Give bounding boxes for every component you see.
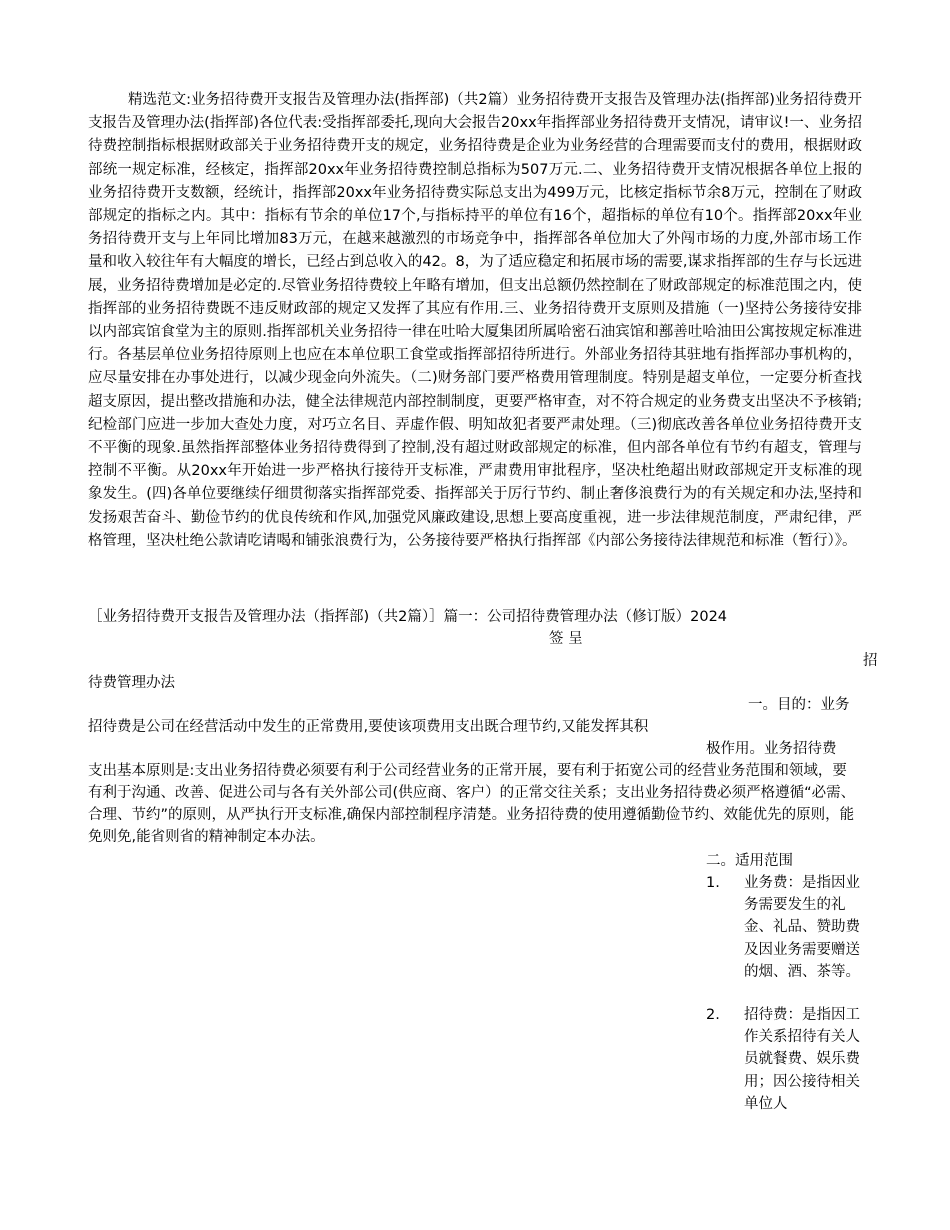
list-item-2-text: 招待费：是指因工作关系招待有关人员就餐费、娱乐费用；因公接待相关单位人: [744, 1007, 860, 1112]
section1-heading: 一。目的：业务: [748, 697, 850, 713]
title-part1: 招: [863, 653, 878, 669]
list-item-1-number: 1.: [706, 875, 720, 891]
section1-line3: 极作用。业务招待费: [706, 741, 837, 757]
section1-paragraph: 支出基本原则是:支出业务招待费必须要有利于公司经营业务的正常开展，要有利于拓宽公司的经营业务范围和领域，要有利于沟通、改善、促进公司与各有关外部公司(供应商、客户）的正常交往关系；支出业务招待费必须严格遵循“必需、合理、节约”的原则，从严执行开支标准,确保内部控制程序清楚。业务招待费的使用遵循勤俭节约、效能优先的原则，能免则免,能省则省的精神制定本办法。: [88, 763, 856, 845]
section2-heading: 二。适用范围: [706, 853, 793, 869]
title-part2: 待费管理办法: [88, 675, 175, 691]
list-item-1-text: 业务费：是指因业务需要发生的礼金、礼品、赞助费及因业务需要赠送的烟、酒、茶等。: [744, 875, 860, 980]
list-item-2-number: 2.: [706, 1007, 720, 1023]
section1-line2: 招待费是公司在经营活动中发生的正常费用,要使该项费用支出既合理节约,又能发挥其积: [88, 719, 649, 735]
main-paragraph: 精选范文:业务招待费开支报告及管理办法(指挥部)（共2篇）业务招待费开支报告及管理办法(指挥部)业务招待费开支报告及管理办法(指挥部)各位代表:受指挥部委托,现向大会报告20xx年指挥部业务招待费开支情况，请审议!一、业务招待费控制指标根据财政部关于业务招待费开支的规定，业务招待费是企业为业务经营的合理需要而支付的费用，根据财政部统一规定标准，经核定，指挥部20xx年业务招待费控制总指标为507万元.二、业务招待费开支情况根据各单位上报的业务招待费开支数额，经统计，指挥部20xx年业务招待费实际总支出为499万元，比核定指标节余8万元，控制在了财政部规定的指标之内。其中：指标有节余的单位17个,与指标持平的单位有16个，超指标的单位有10个。指挥部20xx年业务招待费开支与上年同比增加83万元，在越来越激烈的市场竞争中，指挥部各单位加大了外闯市场的力度,外部市场工作量和收入较往年有大幅度的增长，已经占到总收入的42。8，为了适应稳定和拓展市场的需要,谋求指挥部的生存与长远进展，业务招待费增加是必定的.尽管业务招待费较上年略有增加，但支出总额仍然控制在了财政部规定的标准范围之内，使指挥部的业务招待费既不违反财政部的规定又发挥了其应有作用.三、业务招待费开支原则及措施（一)坚持公务接待安排以内部宾馆食堂为主的原则.指挥部机关业务招待一律在吐哈大厦集团所属哈密石油宾馆和鄯善吐哈油田公寓按规定标准进行。各基层单位业务招待原则上也应在本单位职工食堂或指挥部招待所进行。外部业务招待其驻地有指挥部办事机构的，应尽量安排在办事处进行，以减少现金向外流失。（二)财务部门要严格费用管理制度。特别是超支单位，一定要分析查找超支原因，提出整改措施和办法，健全法律规范内部控制制度，更要严格审查，对不符合规定的业务费支出坚决不予核销;纪检部门应进一步加大查处力度，对巧立名目、弄虚作假、明知故犯者要严肃处理。（三)彻底改善各单位业务招待费开支不平衡的现象.虽然指挥部整体业务招待费得到了控制,没有超过财政部规定的标准，但内部各单位有节约有超支，管理与控制不平衡。从20xx年开始进一步严格执行接待开支标准，严肃费用审批程序，坚决杜绝超出财政部规定开支标准的现象发生。(四)各单位要继续仔细贯彻落实指挥部党委、指挥部关于厉行节约、制止奢侈浪费行为的有关规定和办法,坚持和发扬艰苦奋斗、勤俭节约的优良传统和作风,加强党风廉政建设,思想上要高度重视，进一步法律规范制度，严肃纪律，严格管理，坚决杜绝公款请吃请喝和铺张浪费行为，公务接待要严格执行指挥部《内部公务接待法律规范和标准（暂行）》。: [88, 92, 862, 549]
sign-text: 签 呈: [549, 631, 583, 647]
heading-line: ［业务招待费开支报告及管理办法（指挥部)（共2篇）］篇一：公司招待费管理办法（修订版）2024: [88, 609, 728, 625]
